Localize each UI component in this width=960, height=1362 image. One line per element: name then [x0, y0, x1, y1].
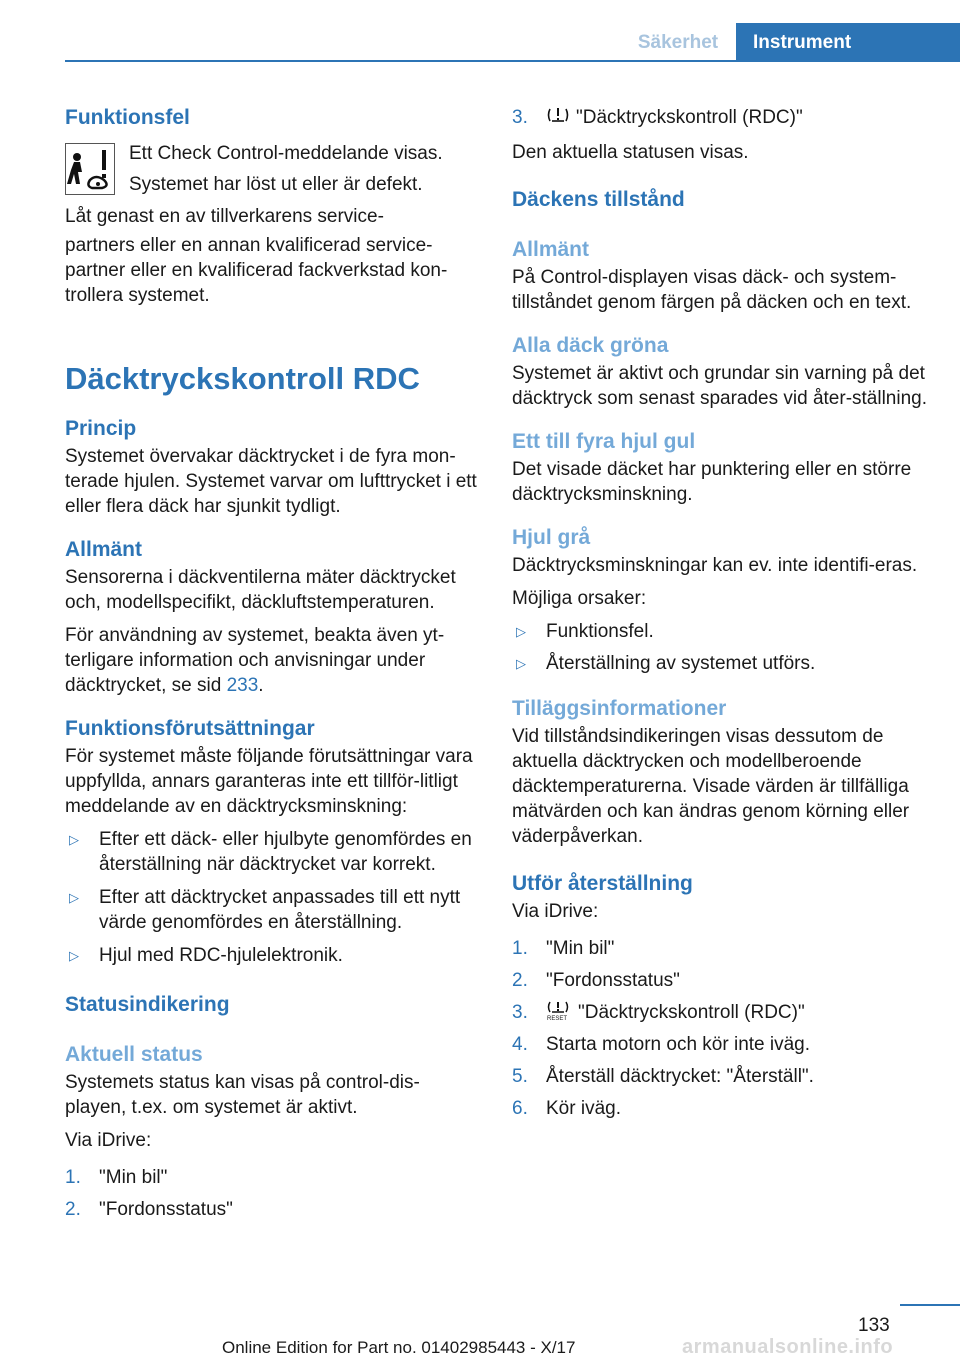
step-number: 6.	[512, 1098, 528, 1119]
allmant-text-2	[65, 623, 480, 698]
list-item	[65, 827, 480, 877]
heading-utfor-aterstallning: Utför återställning	[512, 872, 693, 895]
list-item-text: Hjul med RDC-hjulelektronik.	[99, 945, 343, 966]
allmant-text-1: Sensorerna i däckventilerna mäter däcktrycket och, modellspecifikt, däckluftstemperaturen.	[65, 567, 456, 613]
step-number: 3.	[512, 107, 528, 128]
heading-funktionsforutsattningar: Funktionsförutsättningar	[65, 717, 315, 740]
reset-label: RESET	[547, 1016, 568, 1022]
tab-sakerhet[interactable]: Säkerhet	[637, 31, 719, 53]
heading-dackens-tillstand: Däckens tillstånd	[512, 188, 685, 211]
allmant-text-2-start: För användning av systemet, beakta även yt-terligare information och anvisningar under däcktrycket, se sid	[65, 625, 445, 696]
footer-divider	[900, 1304, 960, 1306]
allmant-right-text: På Control-displayen visas däck- och system-tillståndet genom färgen på däcken och en text.	[512, 267, 912, 313]
gul-text: Det visade däcket har punktering eller en större däcktrycksminskning.	[512, 459, 912, 505]
funktionsfel-line-3: Låt genast en av tillverkarens service-	[65, 206, 384, 227]
heading-allmant: Allmänt	[65, 538, 143, 561]
list-item	[512, 651, 932, 676]
status-text: Systemets status kan visas på control-dis-playen, t.ex. om systemet är aktivt.	[65, 1072, 420, 1118]
list-item-text: Återställning av systemet utförs.	[546, 653, 816, 674]
list-item-text: Efter ett däck- eller hjulbyte genomfördes en återställning när däcktrycket var korrekt.	[99, 829, 472, 875]
list-marker: ▷	[69, 890, 79, 905]
heading-alla-dack-grona: Alla däck gröna	[512, 334, 669, 357]
heading-hjul-gra: Hjul grå	[512, 526, 591, 549]
step-text: "Fordonsstatus"	[546, 970, 680, 991]
heading-princip: Princip	[65, 417, 137, 440]
list-item	[512, 1032, 932, 1057]
step-number: 1.	[512, 938, 528, 959]
grona-text: Systemet är aktivt och grundar sin varning på det däcktryck som senast sparades vid åter-ställning.	[512, 363, 928, 409]
step-text: Kör iväg.	[546, 1098, 621, 1119]
watermark: armanualsonline.info	[682, 1336, 894, 1358]
funktionsfel-line-1: Ett Check Control-meddelande visas.	[129, 143, 443, 164]
tire-pressure-icon	[546, 105, 576, 132]
list-item	[512, 1096, 932, 1121]
left-column	[65, 100, 480, 1222]
status-steps	[65, 1165, 480, 1222]
step-number: 2.	[512, 970, 528, 991]
list-item	[512, 105, 932, 132]
list-item	[512, 968, 932, 993]
allmant-text-2-end: .	[258, 675, 264, 696]
step-number: 5.	[512, 1066, 528, 1087]
list-item	[512, 619, 932, 644]
step-text: "Fordonsstatus"	[99, 1199, 233, 1220]
edition-note: Online Edition for Part no. 01402985443 - X/17	[222, 1338, 576, 1357]
right-column	[512, 100, 932, 1121]
page-link-233[interactable]: 233	[226, 675, 259, 696]
list-item	[65, 885, 480, 935]
list-item-text: Efter att däcktrycket anpassades till ett nytt värde genomfördes en återställning.	[99, 887, 461, 933]
status-shown-text: Den aktuella statusen visas.	[512, 142, 749, 163]
aterstallning-via: Via iDrive:	[512, 901, 599, 922]
list-item	[512, 1000, 932, 1025]
princip-text: Systemet övervakar däcktrycket i de fyra mon-terade hjulen. Systemet varvar om lufttrycket i ett eller flera däck har sjunkit tydligt.	[65, 446, 477, 517]
list-marker: ▷	[516, 656, 526, 671]
continued-steps	[512, 105, 932, 132]
list-marker: ▷	[69, 948, 79, 963]
tire-pressure-reset-icon	[546, 1000, 578, 1025]
page-number: 133	[858, 1315, 890, 1336]
list-item-text: Funktionsfel.	[546, 621, 654, 642]
step-number: 2.	[65, 1199, 81, 1220]
status-via: Via iDrive:	[65, 1130, 152, 1151]
list-marker: ▷	[516, 624, 526, 639]
aterstallning-steps	[512, 936, 932, 1121]
step-number: 3.	[512, 1002, 528, 1023]
step-number: 1.	[65, 1167, 81, 1188]
step-text: "Däcktryckskontroll (RDC)"	[578, 1002, 805, 1023]
gra-text: Däcktrycksminskningar kan ev. inte identifi-eras.	[512, 555, 918, 576]
heading-aktuell-status: Aktuell status	[65, 1043, 203, 1066]
funktionsfel-text: partners eller en annan kvalificerad service-partner eller en kvalificerad fackverkstad kon-trollera systemet.	[65, 235, 448, 306]
tillagg-text: Vid tillståndsindikeringen visas dessutom de aktuella däcktrycken och modellberoende däcktemperaturerna. Visade värden är tillfälliga mätvärden och kan ändras genom körning eller väderpåverkan.	[512, 726, 910, 847]
heading-hjul-gul: Ett till fyra hjul gul	[512, 430, 696, 453]
forutsattningar-list	[65, 827, 480, 968]
step-text: "Min bil"	[99, 1167, 168, 1188]
list-item	[65, 1165, 480, 1190]
heading-statusindikering: Statusindikering	[65, 993, 230, 1016]
step-text: Återställ däcktrycket: "Återställ".	[546, 1066, 814, 1087]
tab-instrument[interactable]: Instrument	[736, 23, 960, 62]
heading-funktionsfel: Funktionsfel	[65, 106, 190, 129]
funktionsfel-block	[65, 139, 480, 308]
list-item	[512, 936, 932, 961]
header-divider	[65, 60, 960, 62]
heading-tillaggsinformationer: Tilläggsinformationer	[512, 697, 727, 720]
list-item	[512, 1064, 932, 1089]
funktionsfel-line-2: Systemet har löst ut eller är defekt.	[129, 174, 423, 195]
heading-allmant-right: Allmänt	[512, 238, 590, 261]
gra-causes-label: Möjliga orsaker:	[512, 588, 647, 609]
rdc-malfunction-warning-icon	[65, 143, 115, 195]
list-item	[65, 1197, 480, 1222]
step-text: "Däcktryckskontroll (RDC)"	[576, 107, 803, 128]
list-item	[65, 943, 480, 968]
page-title: Däcktryckskontroll RDC	[65, 361, 420, 396]
step-number: 4.	[512, 1034, 528, 1055]
step-text: Starta motorn och kör inte iväg.	[546, 1034, 811, 1055]
forutsattningar-text: För systemet måste följande förutsättningar vara uppfyllda, annars garanteras inte ett tillför-litligt meddelande av en däcktrycksminskning:	[65, 746, 473, 817]
step-text: "Min bil"	[546, 938, 615, 959]
list-marker: ▷	[69, 832, 79, 847]
gra-causes-list	[512, 619, 932, 676]
